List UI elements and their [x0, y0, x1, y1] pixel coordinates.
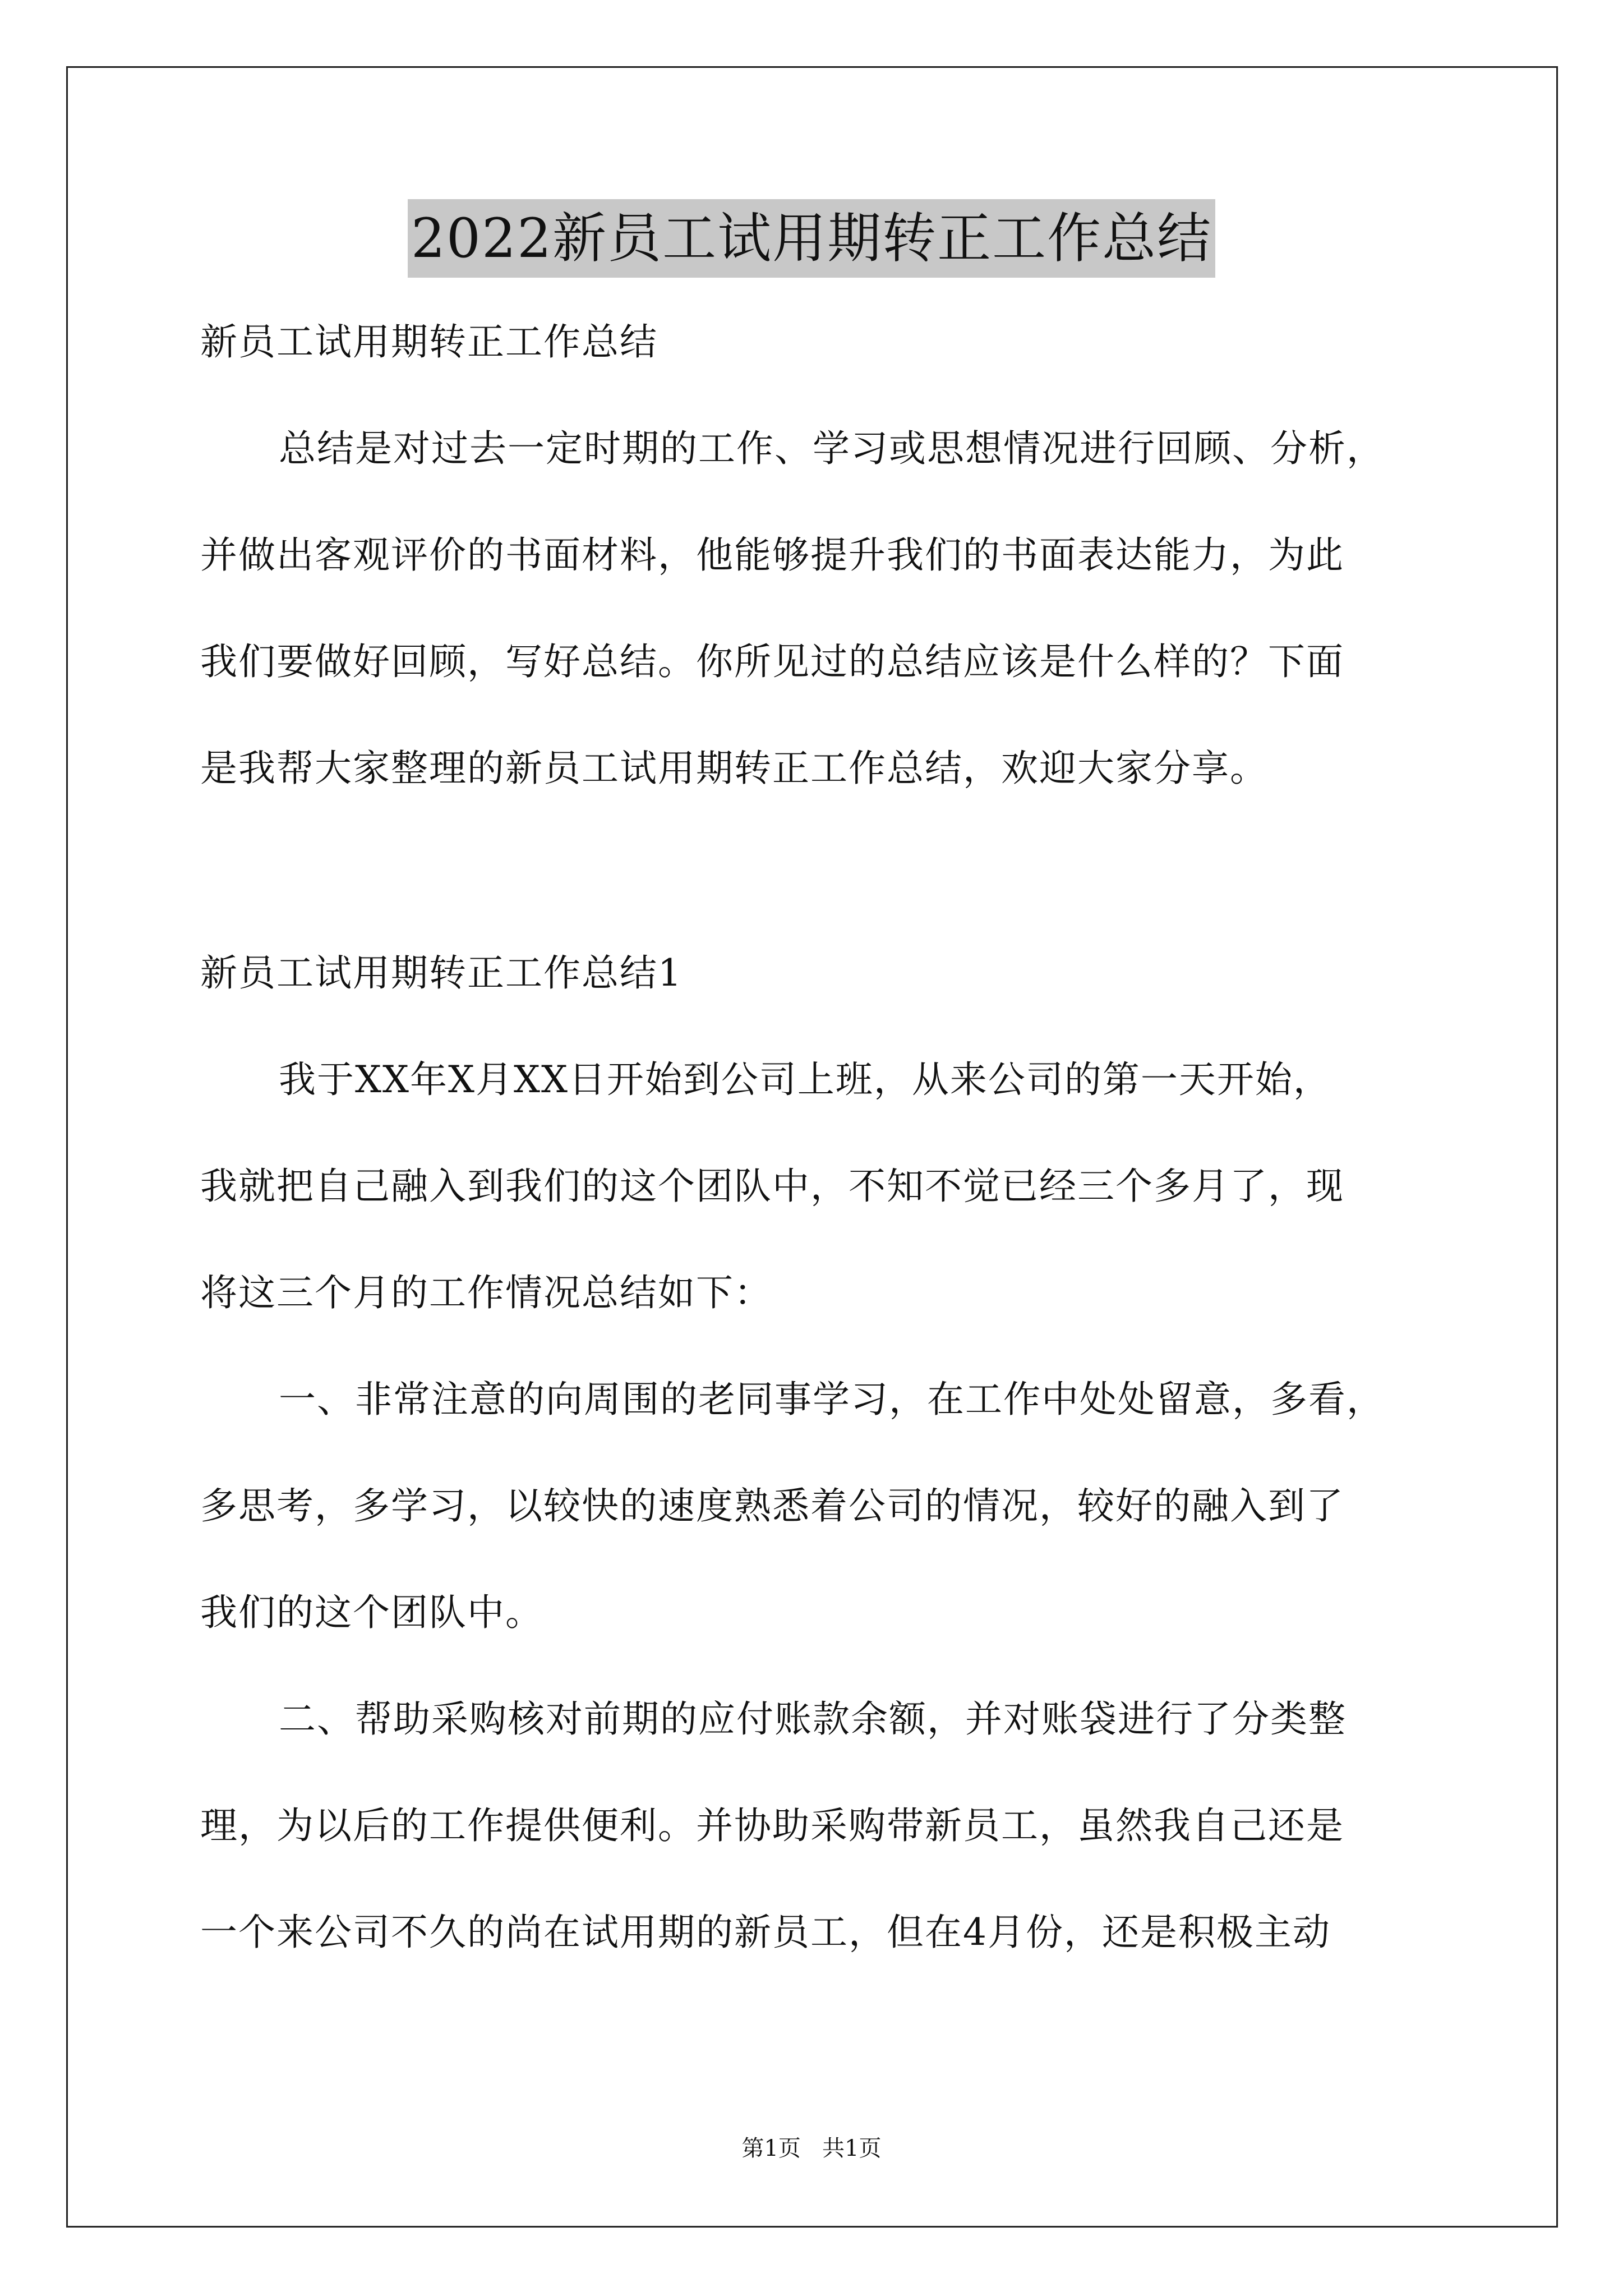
- section-line-8: 理，为以后的工作提供便利。并协助采购带新员工，虽然我自己还是: [200, 1804, 1344, 1847]
- section-line-2: 我就把自己融入到我们的这个团队中，不知不觉已经三个多月了，现: [200, 1165, 1344, 1208]
- section-line-1: 我于XX年X月XX日开始到公司上班，从来公司的第一天开始，: [279, 1058, 1331, 1101]
- section-line-9: 一个来公司不久的尚在试用期的新员工，但在4月份，还是积极主动: [200, 1911, 1331, 1954]
- section-line-4: 一、非常注意的向周围的老同事学习，在工作中处处留意，多看，: [279, 1378, 1385, 1421]
- intro-line-4: 是我帮大家整理的新员工试用期转正工作总结，欢迎大家分享。: [200, 747, 1268, 790]
- title-container: [0, 199, 1623, 278]
- page-footer: 第1页 共1页: [741, 2136, 882, 2161]
- document-body: [200, 314, 1434, 2011]
- section-gap: [200, 847, 1434, 945]
- section-heading: 新员工试用期转正工作总结1: [200, 951, 683, 995]
- section-line-7: 二、帮助采购核对前期的应付账款余额，并对账袋进行了分类整: [279, 1697, 1347, 1741]
- section-line-5: 多思考，多学习，以较快的速度熟悉着公司的情况，较好的融入到了: [200, 1484, 1344, 1527]
- intro-line-1: 总结是对过去一定时期的工作、学习或思想情况进行回顾、分析，: [279, 427, 1385, 470]
- intro-line-3: 我们要做好回顾，写好总结。你所见过的总结应该是什么样的？下面: [200, 640, 1344, 683]
- section-line-3: 将这三个月的工作情况总结如下：: [200, 1271, 772, 1314]
- document-title: 2022新员工试用期转正工作总结: [408, 199, 1215, 278]
- section-line-6: 我们的这个团队中。: [200, 1591, 543, 1634]
- intro-heading: 新员工试用期转正工作总结: [200, 320, 658, 364]
- intro-line-2: 并做出客观评价的书面材料，他能够提升我们的书面表达能力，为此: [200, 533, 1344, 577]
